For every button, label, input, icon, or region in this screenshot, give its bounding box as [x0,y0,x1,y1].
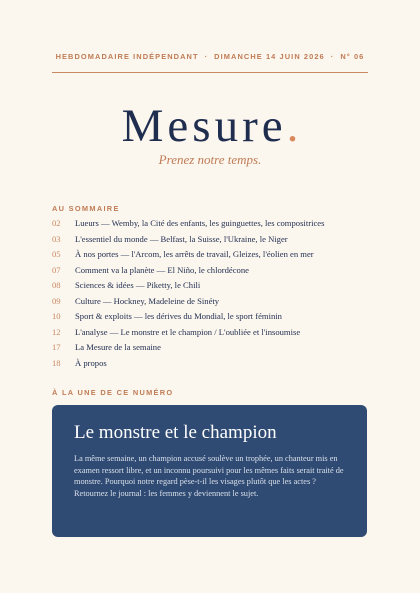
toc-page-number: 03 [52,233,61,244]
feature-summary: La même semaine, un champion accusé soulève un trophée, un chanteur mis en examen ressort libre, et un inconnu poursuivi pour les mêmes faits serait traité de monstre. Pourquoi notre regard pèse-t-il les visages plutôt que les actes ? Retournez le journal : les femmes y deviennent le sujet. [74,454,344,498]
feature-title: Le monstre et le champion [74,422,277,443]
publication-name: Mesure [121,100,287,152]
masthead-separator: · [330,52,335,61]
toc-entry-text: La Mesure de la semaine [75,342,161,352]
table-of-contents [52,218,368,373]
feature-label: À LA UNE DE CE NUMÉRO [52,388,174,397]
toc-page-number: 18 [52,357,61,368]
toc-entry-text: L'essentiel du monde — Belfast, la Suisse, l'Ukraine, le Niger [75,233,288,244]
masthead-issue-number: N° 06 [340,52,365,61]
masthead-bar [52,52,368,73]
toc-page-number: 07 [52,264,61,275]
toc-item[interactable] [52,280,368,296]
toc-item[interactable] [52,358,368,374]
toc-item[interactable] [52,234,368,250]
toc-entry-text: Lueurs — Wemby, la Cité des enfants, les guinguettes, les compositrices [75,218,325,228]
toc-page-number: 10 [52,311,61,321]
toc-page-number: 09 [52,295,61,306]
toc-page-number: 05 [52,249,61,259]
masthead-frequency: HEBDOMADAIRE INDÉPENDANT [55,52,199,61]
feature-card[interactable] [52,405,367,537]
tagline: Prenez notre temps. [158,152,262,167]
toc-item[interactable] [52,311,368,327]
toc-entry-text: Sport & exploits — les dérives du Mondial, le sport féminin [75,311,282,321]
toc-page-number: 08 [52,280,61,290]
publication-title [0,96,420,156]
toc-entry-text: Culture — Hockney, Madeleine de Sinéty [75,295,220,306]
toc-entry-text: À nos portes — l'Arcom, les arrêts de travail, Gleizes, l'éolien en mer [75,249,314,259]
masthead-separator: · [204,52,209,61]
toc-page-number: 12 [52,326,61,337]
toc-page-number: 02 [52,218,61,228]
toc-entry-text: L'analyse — Le monstre et le champion / L'oubliée et l'insoumise [75,326,301,337]
toc-entry-text: Sciences & idées — Piketty, le Chili [75,280,201,290]
toc-label: AU SOMMAIRE [52,204,120,213]
toc-item[interactable] [52,296,368,312]
toc-item[interactable] [52,327,368,343]
toc-entry-text: À propos [75,357,107,368]
title-dot: . [286,100,299,152]
toc-item[interactable] [52,342,368,358]
toc-item[interactable] [52,218,368,234]
toc-page-number: 17 [52,342,61,352]
masthead-date: DIMANCHE 14 JUIN 2026 [214,52,325,61]
toc-entry-text: Comment va la planète — El Niño, le chlordécone [75,264,249,275]
toc-item[interactable] [52,265,368,281]
toc-item[interactable] [52,249,368,265]
